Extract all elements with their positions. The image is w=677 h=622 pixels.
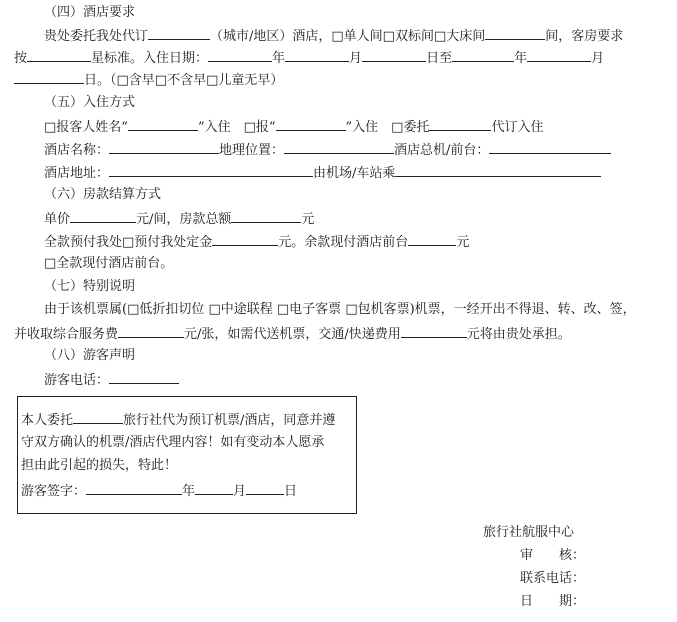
declaration-box bbox=[17, 396, 357, 514]
hotel-request-line-1: 贵处委托我处代订 （城市/地区）酒店，□单人间□双标间□大床间 间，客房要求 bbox=[44, 26, 623, 44]
checkin-method-line: □报客人姓名“ ”入住 □报“ ”入住 □委托 代订入住 bbox=[44, 117, 543, 135]
guest-phone-line: 游客电话： bbox=[44, 370, 179, 388]
sign-month-blank[interactable] bbox=[195, 481, 233, 495]
checkout-year-blank[interactable] bbox=[452, 48, 514, 62]
delivery-fee-blank[interactable] bbox=[401, 324, 467, 338]
section-8-heading: （八）游客声明 bbox=[44, 348, 136, 363]
report-name-blank[interactable] bbox=[276, 117, 346, 131]
hotel-name-line: 酒店名称： 地理位置： 酒店总机/前台： bbox=[44, 140, 611, 158]
guest-name-blank[interactable] bbox=[128, 117, 198, 131]
balance-blank[interactable] bbox=[408, 232, 456, 246]
footer-contact: 联系电话： bbox=[520, 571, 586, 586]
ticket-note-line-1: 由于该机票属(□低折扣切位 □中途联程 □电子客票 □包机客票)机票，一经开出不得退、转、改、签， bbox=[44, 302, 636, 317]
checkin-month-blank[interactable] bbox=[285, 48, 349, 62]
guest-phone-blank[interactable] bbox=[109, 370, 179, 384]
ticket-note-line-2: 并收取综合服务费 元/张，如需代送机票，交通/快递费用 元将由贵处承担。 bbox=[14, 324, 571, 342]
price-line: 单价 元/间，房款总额 元 bbox=[44, 209, 314, 227]
unit-price-blank[interactable] bbox=[70, 209, 136, 223]
room-count-blank[interactable] bbox=[485, 26, 545, 40]
checkin-year-blank[interactable] bbox=[208, 48, 272, 62]
footer-org: 旅行社航服中心 bbox=[483, 525, 575, 540]
full-pay-line: □全款现付酒店前台。 bbox=[44, 256, 174, 271]
declaration-line-1: 本人委托 旅行社代为预订机票/酒店，同意并遵 bbox=[21, 410, 335, 430]
hotel-request-line-3: 日。（□含早□不含早□儿童无早） bbox=[14, 70, 283, 88]
hotel-phone-blank[interactable] bbox=[489, 140, 611, 154]
agency-blank[interactable] bbox=[73, 410, 123, 424]
deposit-blank[interactable] bbox=[212, 232, 278, 246]
section-7-heading: （七）特别说明 bbox=[44, 279, 136, 294]
declaration-line-3: 担由此引起的损失，特此！ bbox=[21, 458, 178, 473]
signature-blank[interactable] bbox=[86, 481, 182, 495]
hotel-name-blank[interactable] bbox=[109, 140, 219, 154]
section-6-heading: （六）房款结算方式 bbox=[44, 187, 162, 202]
service-fee-blank[interactable] bbox=[118, 324, 184, 338]
city-blank[interactable] bbox=[148, 26, 210, 40]
checkin-day-blank[interactable] bbox=[362, 48, 426, 62]
transport-blank[interactable] bbox=[395, 163, 601, 177]
prepay-line: 全款预付我处□预付我处定金 元。余款现付酒店前台 元 bbox=[44, 232, 469, 250]
checkout-day-blank[interactable] bbox=[14, 70, 84, 84]
location-blank[interactable] bbox=[284, 140, 394, 154]
footer-review: 审 核： bbox=[520, 548, 586, 563]
footer-date: 日 期： bbox=[520, 594, 586, 609]
star-blank[interactable] bbox=[27, 48, 91, 62]
hotel-request-line-2: 按 星标准。入住日期： 年 月 日至 年 月 bbox=[14, 48, 604, 66]
declaration-line-2: 守双方确认的机票/酒店代理内容！如有变动本人愿承 bbox=[21, 435, 325, 450]
hotel-address-line: 酒店地址： 由机场/车站乘 bbox=[44, 163, 601, 181]
section-5-heading: （五）入住方式 bbox=[44, 95, 136, 110]
hotel-address-blank[interactable] bbox=[109, 163, 313, 177]
total-price-blank[interactable] bbox=[231, 209, 301, 223]
entrust-blank[interactable] bbox=[429, 117, 491, 131]
signature-line: 游客签字： 年 月 日 bbox=[21, 481, 297, 501]
section-4-heading: （四）酒店要求 bbox=[44, 5, 136, 20]
sign-day-blank[interactable] bbox=[246, 481, 284, 495]
checkout-month-blank[interactable] bbox=[527, 48, 591, 62]
